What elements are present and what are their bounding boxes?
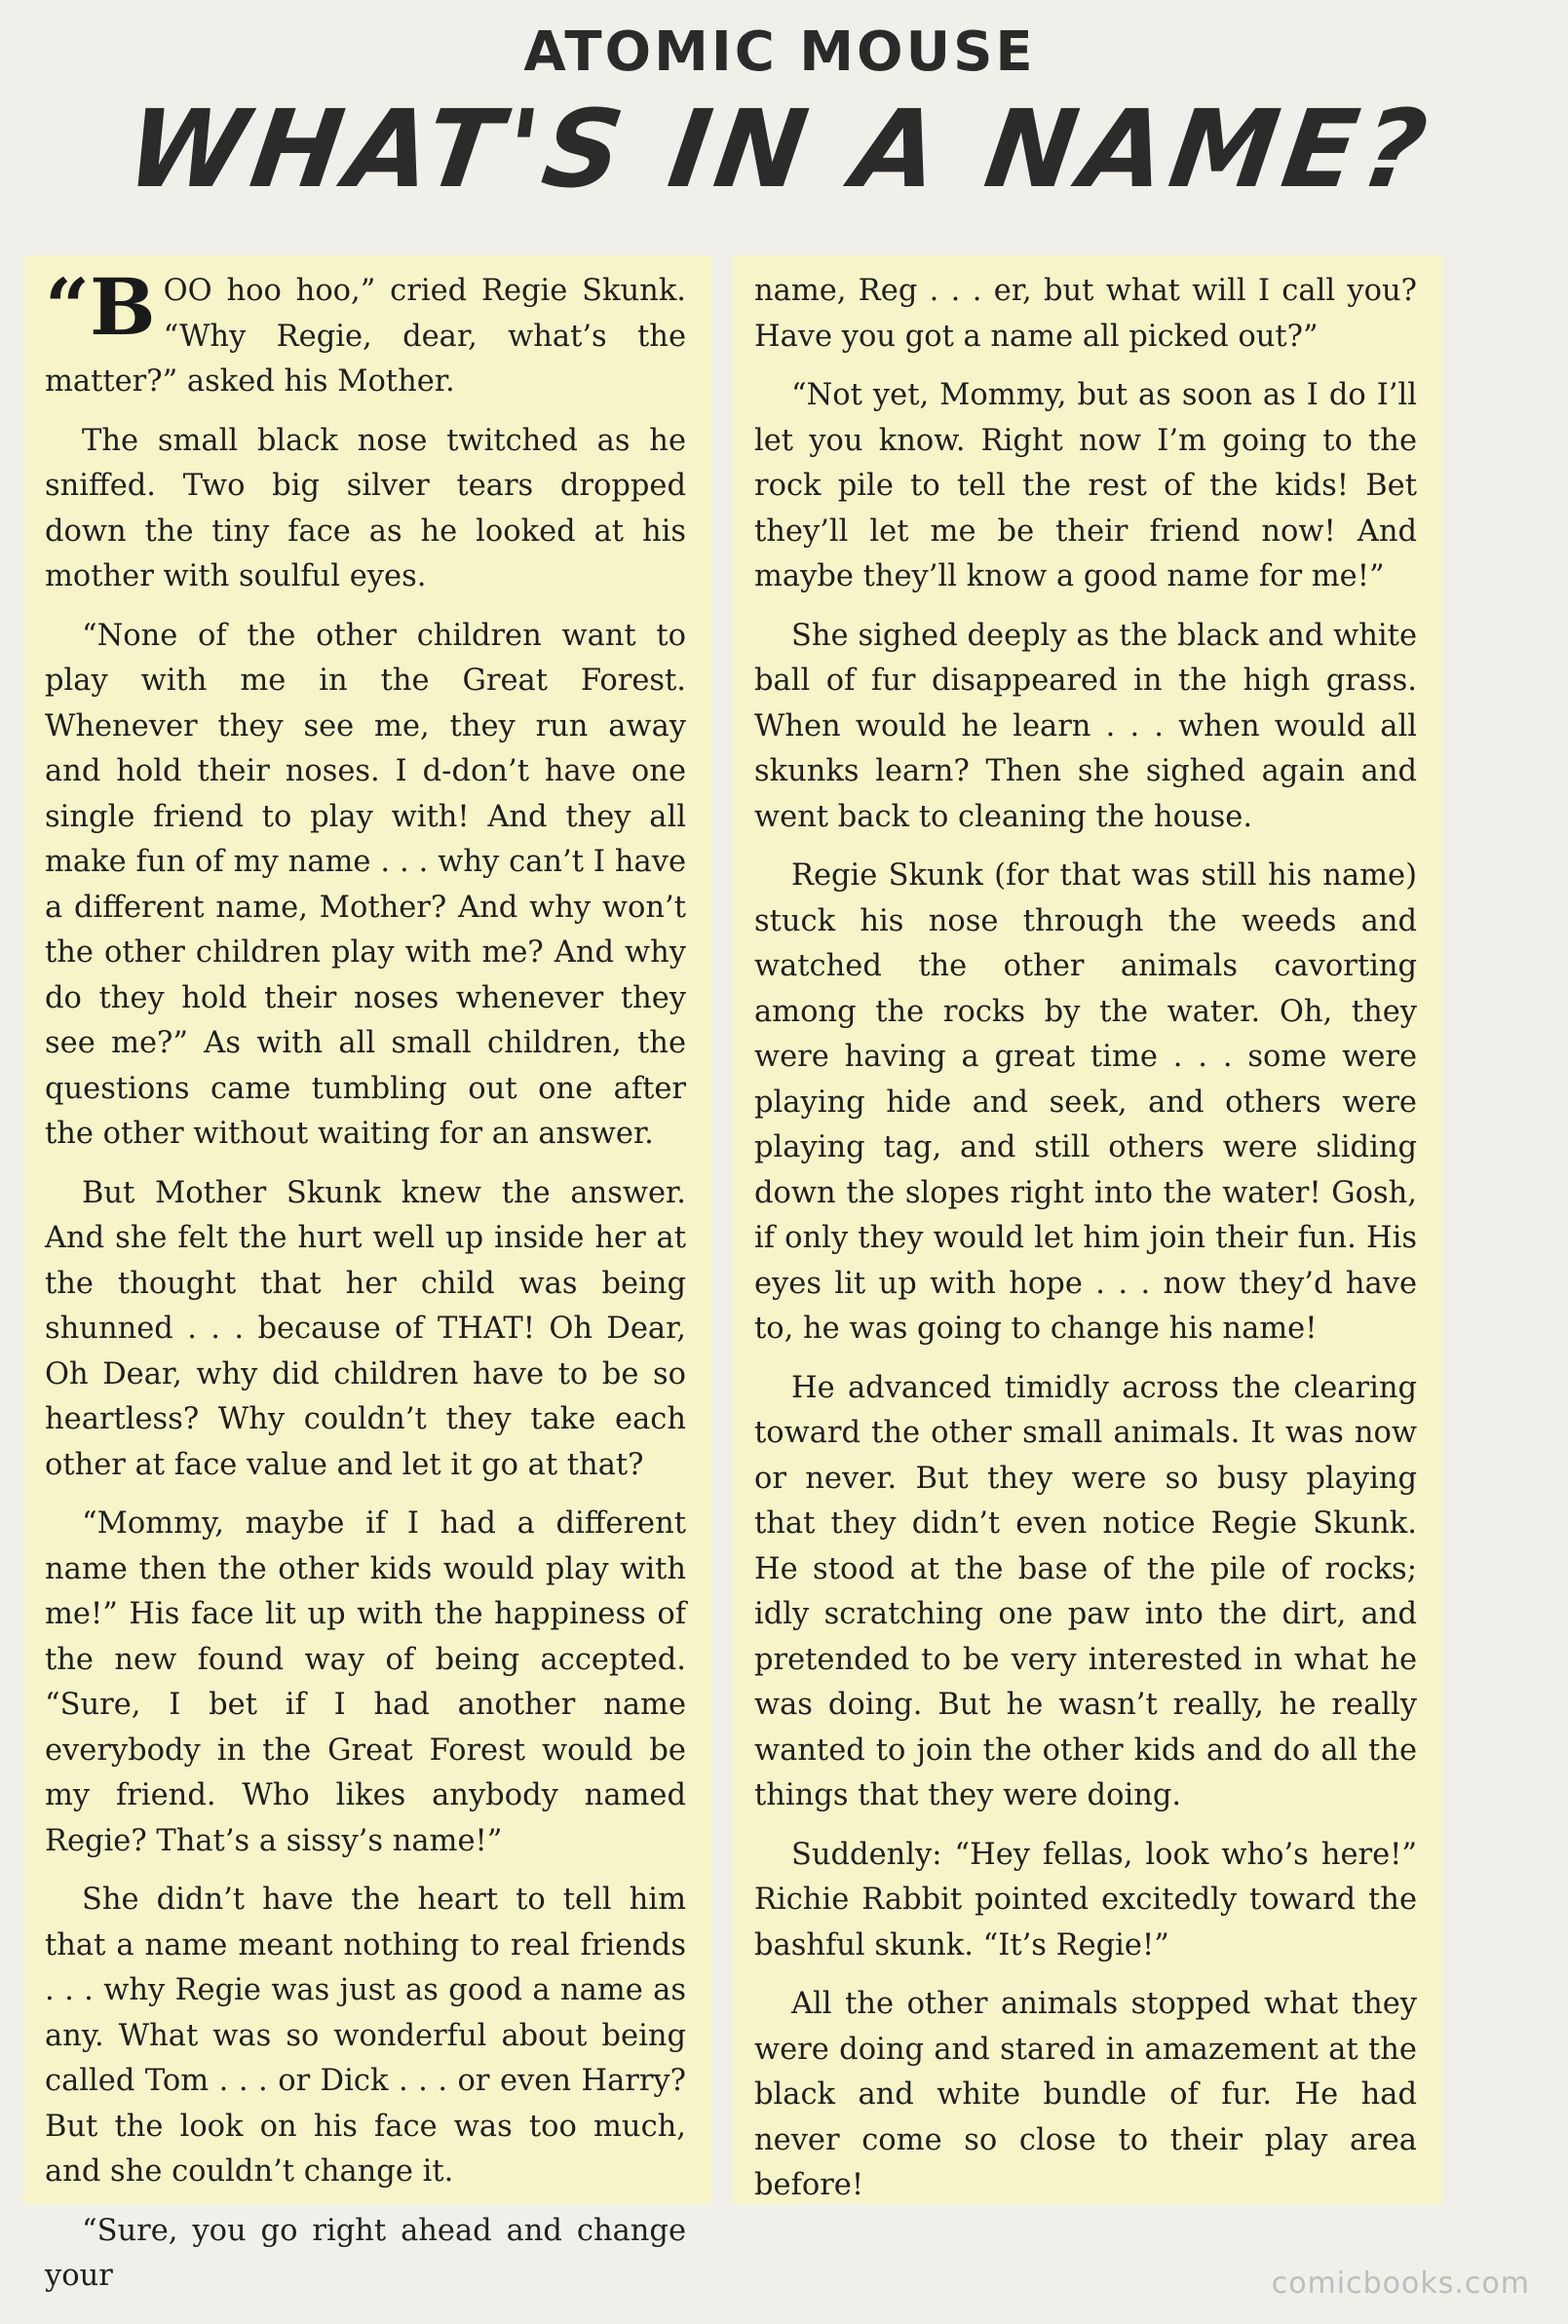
paragraph: “Not yet, Mommy, but as soon as I do I’ll let you know. Right now I’m going to the rock pile to tell the rest of the kids! Bet they’ll let me be their friend now! And maybe they’ll know a good name for me!” xyxy=(754,378,1417,593)
paragraph-opening xyxy=(45,261,686,405)
text-column-right xyxy=(733,255,1442,2204)
site-watermark: comicbooks.com xyxy=(1271,2267,1530,2301)
paragraph: But Mother Skunk knew the answer. And she felt the hurt well up inside her at the thought that her child was being shunned . . . because of THAT! Oh Dear, Oh Dear, why did children have to be so heartless? Why couldn’t they take each other at face value and let it go at that? xyxy=(45,1175,686,1482)
story-title: WHAT'S IN A NAME? xyxy=(119,87,1440,211)
series-title: ATOMIC MOUSE xyxy=(523,20,1036,84)
paragraph: He advanced timidly across the clearing toward the other small animals. It was now or never. But they were so busy playing that they didn’t even notice Regie Skunk. He stood at the base of the pile of rocks; idly scratching one paw into the dirt, and pretended to be very interested in what he was doing. But he wasn’t really, he really wanted to join the other kids and do all the things that they were doing. xyxy=(754,1370,1417,1812)
paragraph: All the other animals stopped what they were doing and stared in amazement at the black and white bundle of fur. He had never come so close to their play area before! xyxy=(754,1987,1417,2202)
paragraph: She sighed deeply as the black and white ball of fur disappeared in the high grass. When would he learn . . . when would all skunks learn? Then she sighed again and went back to cleaning the house. xyxy=(754,618,1417,834)
paragraph-text: OO hoo hoo,” cried Regie Skunk. “Why Regie, dear, what’s the matter?” asked his Mother. xyxy=(45,274,686,399)
paragraph: Suddenly: “Hey fellas, look who’s here!” Richie Rabbit pointed excitedly toward the bashful skunk. “It’s Regie!” xyxy=(754,1837,1417,1962)
paragraph: She didn’t have the heart to tell him that a name meant nothing to real friends . . . why Regie was just as good a name as any. What was so wonderful about being called Tom . . . or Dick . . . or even Harry? But the look on his face was too much, and she couldn’t change it. xyxy=(45,1883,686,2189)
paragraph: “Sure, you go right ahead and change your xyxy=(45,2213,686,2293)
drop-cap: “B xyxy=(45,261,156,353)
paragraph: “Mommy, maybe if I had a different name then the other kids would play with me!” His face lit up with the happiness of the new found way of being accepted. “Sure, I bet if I had another name everybody in the Great Forest would be my friend. Who likes anybody named Regie? That’s a sissy’s name!” xyxy=(45,1506,686,1858)
text-column-left xyxy=(23,255,711,2293)
page-header xyxy=(0,21,1559,210)
paragraph: The small black nose twitched as he sniffed. Two big silver tears dropped down the tiny face as he looked at his mother with soulful eyes. xyxy=(45,423,686,593)
paragraph: Regie Skunk (for that was still his name) stuck his nose through the weeds and watched the other animals cavorting among the rocks by the water. Oh, they were having a great time . . . some were playing hide and seek, and others were playing tag, and still others were sliding down the slopes right into the water! Gosh, if only they would let him join their fun. His eyes lit up with hope . . . now they’d have to, he was going to change his name! xyxy=(754,858,1417,1346)
paragraph: name, Reg . . . er, but what will I call you? Have you got a name all picked out?” xyxy=(754,274,1417,354)
paragraph: “None of the other children want to play with me in the Great Forest. Whenever they see me, they run away and hold their noses. I d-don’t have one single friend to play with! And they all make fun of my name . . . why can’t I have a different name, Mother? And why won’t the other children play with me? And why do they hold their noses whenever they see me?” As with all small children, the questions came tumbling out one after the other without waiting for an answer. xyxy=(45,618,686,1151)
